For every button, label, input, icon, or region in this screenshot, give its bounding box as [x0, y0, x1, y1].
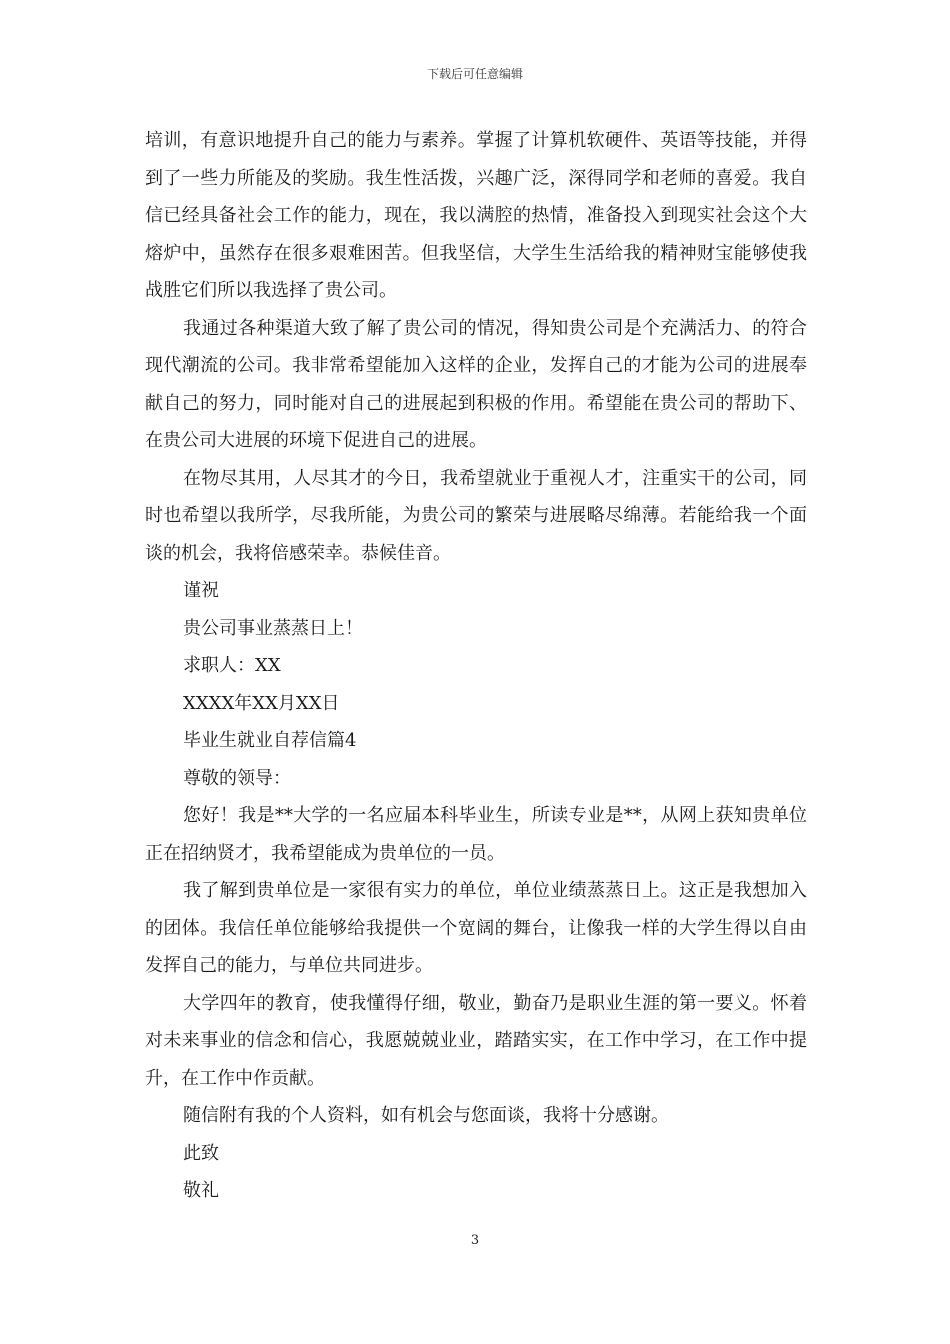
letter-date: XXXX年XX月XX日 [183, 692, 340, 714]
paragraph-continued: 培训，有意识地提升自己的能力与素养。掌握了计算机软硬件、英语等技能，并得到了一些力所能及的奖励。我生性活拨，兴趣广泛，深得同学和老师的喜爱。我自信已经具备社会工作的能力，现在，我以满腔的热情，准备投入到现实社会这个大熔炉中，虽然存在很多艰难困苦。但我坚信，大学生生活给我的精神财宝能够使我战胜它们所以我选择了贵公司。 [145, 130, 807, 301]
paragraph-introduction: 您好！我是**大学的一名应届本科毕业生，所读专业是**，从网上获知贵单位正在招纳贤才，我希望能成为贵单位的一员。 [145, 805, 807, 864]
letter-body [145, 122, 807, 1210]
closing-phrase: 此致 [183, 1142, 219, 1164]
paragraph-motivation: 我了解到贵单位是一家很有实力的单位，单位业绩蒸蒸日上。这正是我想加入的团体。我信任单位能够给我提供一个宽阔的舞台，让像我一样的大学生得以自由发挥自己的能力，与单位共同进步。 [145, 880, 807, 976]
closing-salute: 敬礼 [183, 1180, 219, 1201]
closing-wish: 贵公司事业蒸蒸日上！ [183, 617, 363, 639]
paragraph-attachment: 随信附有我的个人资料，如有机会与您面谈，我将十分感谢。 [183, 1105, 669, 1126]
page-number: 3 [470, 1233, 480, 1248]
paragraph-education: 大学四年的教育，使我懂得仔细，敬业，勤奋乃是职业生涯的第一要义。怀着对未来事业的信念和信心，我愿兢兢业业，踏踏实实，在工作中学习，在工作中提升，在工作中作贡献。 [145, 992, 807, 1089]
page-header: 下载后可任意编辑 [426, 67, 523, 81]
paragraph-interview-request: 在物尽其用，人尽其才的今日，我希望就业于重视人才，注重实干的公司，同时也希望以我所学，尽我所能，为贵公司的繁荣与进展略尽绵薄。若能给我一个面谈的机会，我将倍感荣幸。恭候佳音。 [145, 467, 807, 564]
applicant-signature: 求职人：XX [183, 655, 281, 676]
closing-greeting: 谨祝 [183, 580, 219, 601]
salutation: 尊敬的领导： [183, 767, 291, 789]
section-title: 毕业生就业自荐信篇4 [183, 730, 357, 751]
paragraph-company-research: 我通过各种渠道大致了解了贵公司的情况，得知贵公司是个充满活力、的符合现代潮流的公司。我非常希望能加入这样的企业，发挥自己的才能为公司的进展奉献自己的努力，同时能对自己的进展起到积极的作用。希望能在贵公司的帮助下、在贵公司大进展的环境下促进自己的进展。 [145, 317, 807, 451]
